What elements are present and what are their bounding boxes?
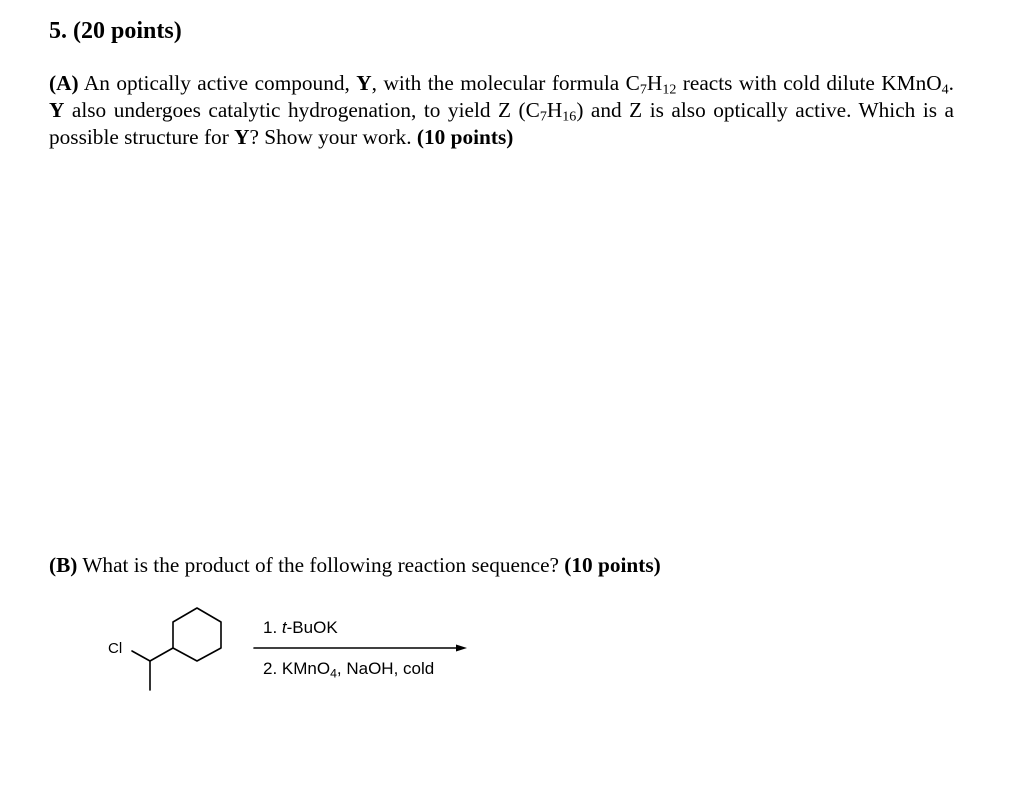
subscript: 16 [562,108,577,125]
part-b-points: (10 points) [564,553,661,577]
part-a-segment: An optically active compound, [78,71,357,95]
part-a-segment: H [546,98,563,122]
part-a-segment: ? Show your work. [249,125,417,149]
part-a-segment: reacts with cold dilute KMnO [676,71,942,95]
part-a-points: (10 points) [416,125,514,149]
reagent-text: 1. [263,618,282,637]
subscript: 4 [330,666,337,681]
part-a-segment: , with the molecular formula C [371,71,640,95]
part-a-segment: H [646,71,663,95]
subscript: 7 [539,108,547,125]
part-a-segment: also undergoes catalytic hydrogenation, to yield Z (C [64,98,540,122]
reagent-text: , NaOH, cold [336,659,435,678]
subscript: 4 [941,81,949,98]
reagent-text-italic: t [281,618,287,637]
compound-y: Y [356,71,372,95]
part-a-segment: . [948,71,954,95]
compound-y: Y [234,125,250,149]
question-heading: 5. (20 points) [49,18,182,44]
subscript: 12 [662,81,677,98]
part-a-segment: ) and Z is also optically active. Which is a possible structure for [49,98,954,149]
reagent-text: 2. KMnO [263,659,331,678]
reagent-step-2 [263,658,434,680]
bond-ch-to-cl [132,651,150,661]
reagent-text: -BuOK [286,618,338,637]
reaction-arrow-head [456,645,467,652]
part-b-segment: What is the product of the following reaction sequence? [77,553,565,577]
part-b-label: (B) [49,553,78,577]
chlorine-atom-label: Cl [108,640,123,657]
cyclohexane-ring [173,608,221,661]
subscript: 7 [639,81,647,98]
bond-ring-to-ch [150,648,173,661]
reagent-step-1 [263,617,338,639]
compound-y: Y [49,98,65,122]
part-a-label: (A) [49,71,79,95]
